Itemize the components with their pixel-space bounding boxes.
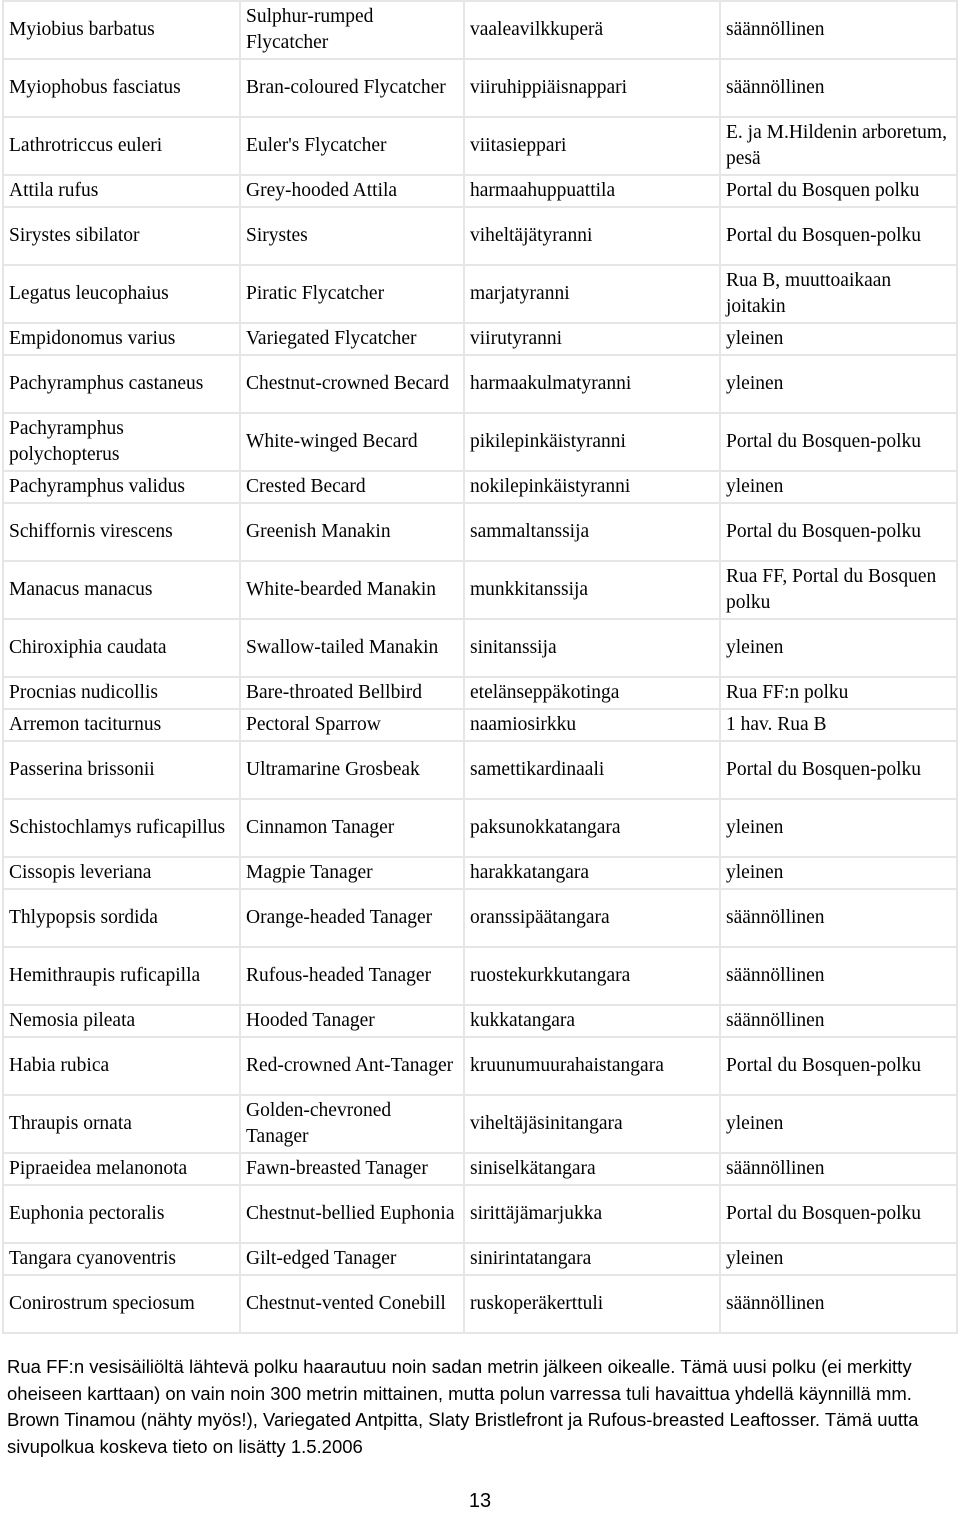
english-name-cell: Chestnut-bellied Euphonia — [240, 1185, 464, 1243]
table-row — [3, 1275, 957, 1333]
table-row — [3, 1185, 957, 1243]
table-row — [3, 619, 957, 677]
scientific-name-cell: Conirostrum speciosum — [3, 1275, 240, 1333]
status-cell: säännöllinen — [720, 1, 957, 59]
status-cell: Rua FF, Portal du Bosquen polku — [720, 561, 957, 619]
table-row — [3, 1, 957, 59]
finnish-name-cell: vaaleavilkkuperä — [464, 1, 720, 59]
status-cell: Portal du Bosquen polku — [720, 175, 957, 207]
status-cell: yleinen — [720, 1243, 957, 1275]
english-name-cell: Bran-coloured Flycatcher — [240, 59, 464, 117]
status-cell: Portal du Bosquen-polku — [720, 1037, 957, 1095]
scientific-name-cell: Habia rubica — [3, 1037, 240, 1095]
english-name-cell: Red-crowned Ant-Tanager — [240, 1037, 464, 1095]
english-name-cell: Greenish Manakin — [240, 503, 464, 561]
table-row — [3, 117, 957, 175]
scientific-name-cell: Thlypopsis sordida — [3, 889, 240, 947]
status-cell: säännöllinen — [720, 889, 957, 947]
table-row — [3, 1153, 957, 1185]
english-name-cell: Ultramarine Grosbeak — [240, 741, 464, 799]
finnish-name-cell: sinirintatangara — [464, 1243, 720, 1275]
english-name-cell: Euler's Flycatcher — [240, 117, 464, 175]
scientific-name-cell: Pachyramphus polychopterus — [3, 413, 240, 471]
table-row — [3, 561, 957, 619]
finnish-name-cell: samettikardinaali — [464, 741, 720, 799]
english-name-cell: Gilt-edged Tanager — [240, 1243, 464, 1275]
scientific-name-cell: Tangara cyanoventris — [3, 1243, 240, 1275]
status-cell: säännöllinen — [720, 1275, 957, 1333]
finnish-name-cell: viheltäjätyranni — [464, 207, 720, 265]
table-row — [3, 677, 957, 709]
finnish-name-cell: pikilepinkäistyranni — [464, 413, 720, 471]
status-cell: Portal du Bosquen-polku — [720, 1185, 957, 1243]
status-cell: yleinen — [720, 619, 957, 677]
finnish-name-cell: harmaahuppuattila — [464, 175, 720, 207]
table-row — [3, 503, 957, 561]
table-row — [3, 1037, 957, 1095]
english-name-cell: Piratic Flycatcher — [240, 265, 464, 323]
scientific-name-cell: Empidonomus varius — [3, 323, 240, 355]
finnish-name-cell: viirutyranni — [464, 323, 720, 355]
species-table-body — [3, 1, 957, 1333]
status-cell: Portal du Bosquen-polku — [720, 413, 957, 471]
scientific-name-cell: Arremon taciturnus — [3, 709, 240, 741]
english-name-cell: Hooded Tanager — [240, 1005, 464, 1037]
table-row — [3, 471, 957, 503]
english-name-cell: Rufous-headed Tanager — [240, 947, 464, 1005]
english-name-cell: Sulphur-rumped Flycatcher — [240, 1, 464, 59]
status-cell: Portal du Bosquen-polku — [720, 503, 957, 561]
scientific-name-cell: Manacus manacus — [3, 561, 240, 619]
status-cell: yleinen — [720, 1095, 957, 1153]
scientific-name-cell: Hemithraupis ruficapilla — [3, 947, 240, 1005]
scientific-name-cell: Sirystes sibilator — [3, 207, 240, 265]
finnish-name-cell: ruskoperäkerttuli — [464, 1275, 720, 1333]
table-row — [3, 413, 957, 471]
english-name-cell: Grey-hooded Attila — [240, 175, 464, 207]
finnish-name-cell: sirittäjämarjukka — [464, 1185, 720, 1243]
table-row — [3, 265, 957, 323]
status-cell: yleinen — [720, 355, 957, 413]
scientific-name-cell: Chiroxiphia caudata — [3, 619, 240, 677]
finnish-name-cell: sinitanssija — [464, 619, 720, 677]
scientific-name-cell: Schistochlamys ruficapillus — [3, 799, 240, 857]
finnish-name-cell: etelänseppäkotinga — [464, 677, 720, 709]
english-name-cell: Swallow-tailed Manakin — [240, 619, 464, 677]
english-name-cell: Chestnut-vented Conebill — [240, 1275, 464, 1333]
scientific-name-cell: Myiobius barbatus — [3, 1, 240, 59]
finnish-name-cell: harmaakulmatyranni — [464, 355, 720, 413]
table-row — [3, 1243, 957, 1275]
status-cell: yleinen — [720, 799, 957, 857]
species-table — [2, 0, 958, 1334]
scientific-name-cell: Pachyramphus validus — [3, 471, 240, 503]
scientific-name-cell: Legatus leucophaius — [3, 265, 240, 323]
status-cell: yleinen — [720, 857, 957, 889]
status-cell: säännöllinen — [720, 947, 957, 1005]
status-cell: Rua B, muuttoaikaan joitakin — [720, 265, 957, 323]
scientific-name-cell: Procnias nudicollis — [3, 677, 240, 709]
finnish-name-cell: harakkatangara — [464, 857, 720, 889]
english-name-cell: Cinnamon Tanager — [240, 799, 464, 857]
table-row — [3, 857, 957, 889]
english-name-cell: Magpie Tanager — [240, 857, 464, 889]
english-name-cell: Fawn-breasted Tanager — [240, 1153, 464, 1185]
status-cell: 1 hav. Rua B — [720, 709, 957, 741]
english-name-cell: Pectoral Sparrow — [240, 709, 464, 741]
finnish-name-cell: viiruhippiäisnappari — [464, 59, 720, 117]
english-name-cell: Sirystes — [240, 207, 464, 265]
status-cell: säännöllinen — [720, 1005, 957, 1037]
scientific-name-cell: Euphonia pectoralis — [3, 1185, 240, 1243]
table-row — [3, 207, 957, 265]
finnish-name-cell: viheltäjäsinitangara — [464, 1095, 720, 1153]
scientific-name-cell: Cissopis leveriana — [3, 857, 240, 889]
status-cell: Portal du Bosquen-polku — [720, 207, 957, 265]
english-name-cell: White-winged Becard — [240, 413, 464, 471]
status-cell: E. ja M.Hildenin arboretum, pesä — [720, 117, 957, 175]
finnish-name-cell: kukkatangara — [464, 1005, 720, 1037]
finnish-name-cell: nokilepinkäistyranni — [464, 471, 720, 503]
scientific-name-cell: Myiophobus fasciatus — [3, 59, 240, 117]
table-row — [3, 323, 957, 355]
finnish-name-cell: munkkitanssija — [464, 561, 720, 619]
status-cell: säännöllinen — [720, 1153, 957, 1185]
scientific-name-cell: Thraupis ornata — [3, 1095, 240, 1153]
english-name-cell: Bare-throated Bellbird — [240, 677, 464, 709]
status-cell: yleinen — [720, 323, 957, 355]
status-cell: yleinen — [720, 471, 957, 503]
english-name-cell: Golden-chevroned Tanager — [240, 1095, 464, 1153]
finnish-name-cell: marjatyranni — [464, 265, 720, 323]
table-row — [3, 947, 957, 1005]
english-name-cell: Crested Becard — [240, 471, 464, 503]
english-name-cell: Variegated Flycatcher — [240, 323, 464, 355]
table-row — [3, 355, 957, 413]
status-cell: säännöllinen — [720, 59, 957, 117]
english-name-cell: Chestnut-crowned Becard — [240, 355, 464, 413]
table-row — [3, 1095, 957, 1153]
table-row — [3, 175, 957, 207]
trail-note: Rua FF:n vesisäiliöltä lähtevä polku haarautuu noin sadan metrin jälkeen oikealle. Tämä uusi polku (ei merkitty oheiseen karttaan) on vain noin 300 metrin mittainen, mutta polun varressa tuli havaittua yhdellä käynnillä mm. Brown Tinamou (nähty myös!), Variegated Antpitta, Slaty Bristlefront ja Rufous-breasted Leaftosser. Tämä uutta sivupolkua koskeva tieto on lisätty 1.5.2006 — [7, 1356, 919, 1457]
table-row — [3, 741, 957, 799]
finnish-name-cell: sammaltanssija — [464, 503, 720, 561]
table-row — [3, 709, 957, 741]
scientific-name-cell: Pachyramphus castaneus — [3, 355, 240, 413]
table-row — [3, 59, 957, 117]
english-name-cell: White-bearded Manakin — [240, 561, 464, 619]
finnish-name-cell: naamiosirkku — [464, 709, 720, 741]
finnish-name-cell: kruunumuurahaistangara — [464, 1037, 720, 1095]
scientific-name-cell: Lathrotriccus euleri — [3, 117, 240, 175]
finnish-name-cell: oranssipäätangara — [464, 889, 720, 947]
page-number: 13 — [468, 1490, 492, 1512]
finnish-name-cell: siniselkätangara — [464, 1153, 720, 1185]
scientific-name-cell: Schiffornis virescens — [3, 503, 240, 561]
scientific-name-cell: Nemosia pileata — [3, 1005, 240, 1037]
scientific-name-cell: Pipraeidea melanonota — [3, 1153, 240, 1185]
scientific-name-cell: Passerina brissonii — [3, 741, 240, 799]
table-row — [3, 889, 957, 947]
scientific-name-cell: Attila rufus — [3, 175, 240, 207]
english-name-cell: Orange-headed Tanager — [240, 889, 464, 947]
status-cell: Portal du Bosquen-polku — [720, 741, 957, 799]
finnish-name-cell: ruostekurkkutangara — [464, 947, 720, 1005]
table-row — [3, 1005, 957, 1037]
status-cell: Rua FF:n polku — [720, 677, 957, 709]
table-row — [3, 799, 957, 857]
finnish-name-cell: paksunokkatangara — [464, 799, 720, 857]
finnish-name-cell: viitasieppari — [464, 117, 720, 175]
